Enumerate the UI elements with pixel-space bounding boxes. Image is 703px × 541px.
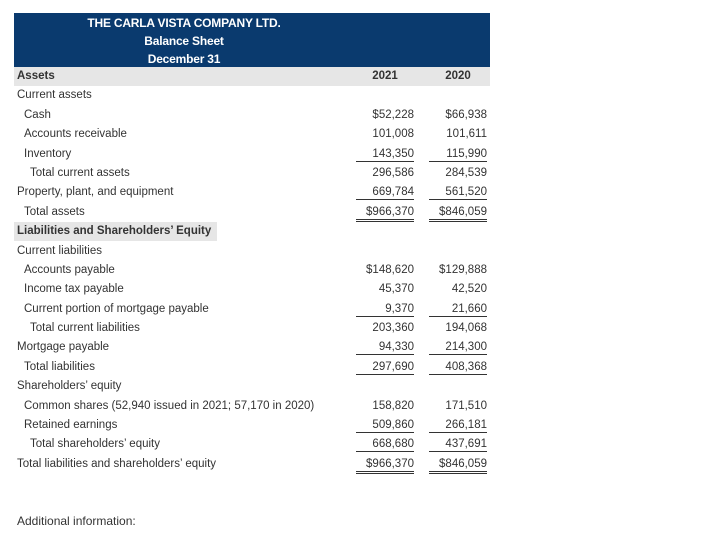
balance-sheet xyxy=(14,13,490,474)
value-2020: $846,059 xyxy=(429,206,487,222)
row-label: Total current liabilities xyxy=(30,322,140,335)
sheet-header xyxy=(14,13,490,67)
value-2020: $129,888 xyxy=(439,263,487,276)
value-2021: 9,370 xyxy=(356,303,414,317)
table-row xyxy=(14,300,490,319)
table-row xyxy=(14,416,490,435)
row-label: Cash xyxy=(24,108,51,121)
column-header-row xyxy=(14,67,490,86)
table-row xyxy=(14,455,490,474)
section-heading: Liabilities and Shareholders’ Equity xyxy=(14,222,217,241)
row-label: Current portion of mortgage payable xyxy=(24,302,209,315)
row-label: Total current assets xyxy=(30,166,130,179)
year-2020-heading: 2020 xyxy=(445,70,471,82)
assets-heading: Assets xyxy=(17,70,55,82)
value-2021: 668,680 xyxy=(356,438,414,452)
value-2021: 45,370 xyxy=(378,283,414,296)
value-2020: 21,660 xyxy=(429,303,487,317)
value-2020: 194,068 xyxy=(445,322,487,335)
row-label: Total liabilities and shareholders’ equity xyxy=(17,457,217,470)
year-2021-heading: 2021 xyxy=(372,70,398,82)
table-row xyxy=(14,164,490,183)
row-label: Common shares (52,940 issued in 2021; 57,170 in 2020) xyxy=(24,399,315,412)
row-label: Current assets xyxy=(17,89,92,102)
table-row xyxy=(14,261,490,280)
row-label: Total liabilities xyxy=(24,360,95,373)
table-row xyxy=(14,435,490,454)
table-row xyxy=(14,86,490,105)
value-2021: 101,008 xyxy=(372,128,414,141)
row-label: Income tax payable xyxy=(24,283,124,296)
value-2021: 296,586 xyxy=(372,166,414,179)
value-2020: 42,520 xyxy=(451,283,487,296)
table-row xyxy=(14,242,490,261)
value-2020: 101,611 xyxy=(446,128,487,141)
value-2021: 297,690 xyxy=(356,361,414,375)
table-row xyxy=(14,377,490,396)
value-2020: 214,300 xyxy=(429,341,487,355)
value-2021: 94,330 xyxy=(356,341,414,355)
table-row xyxy=(14,319,490,338)
table-row xyxy=(14,397,490,416)
table-row xyxy=(14,125,490,144)
statement-title: Balance Sheet xyxy=(144,34,224,48)
value-2020: 437,691 xyxy=(429,438,487,452)
company-name: THE CARLA VISTA COMPANY LTD. xyxy=(87,16,281,30)
table-row xyxy=(14,183,490,202)
row-label: Property, plant, and equipment xyxy=(17,186,174,199)
row-label: Current liabilities xyxy=(17,244,103,257)
value-2021: 143,350 xyxy=(356,148,414,162)
value-2020: 284,539 xyxy=(445,166,487,179)
value-2021: $966,370 xyxy=(356,206,414,222)
row-label: Total shareholders’ equity xyxy=(30,438,160,451)
value-2021: 509,860 xyxy=(356,419,414,433)
row-label: Shareholders’ equity xyxy=(17,380,122,393)
row-label: Mortgage payable xyxy=(17,341,110,354)
table-row xyxy=(14,222,490,241)
additional-information-label: Additional information: xyxy=(17,514,136,528)
statement-date: December 31 xyxy=(147,52,221,66)
value-2021: 203,360 xyxy=(372,322,414,335)
value-2020: 171,510 xyxy=(445,399,487,412)
value-2021: 158,820 xyxy=(372,399,414,412)
table-row xyxy=(14,106,490,125)
row-label: Accounts payable xyxy=(24,263,115,276)
row-label: Accounts receivable xyxy=(24,128,127,141)
value-2020: 266,181 xyxy=(429,419,487,433)
value-2020: $846,059 xyxy=(429,458,487,474)
table-row xyxy=(14,203,490,222)
value-2020: 561,520 xyxy=(429,186,487,200)
table-row xyxy=(14,358,490,377)
table-row xyxy=(14,145,490,164)
value-2020: 408,368 xyxy=(429,361,487,375)
row-label: Inventory xyxy=(24,147,72,160)
value-2021: $52,228 xyxy=(372,108,414,121)
value-2021: $148,620 xyxy=(366,263,414,276)
value-2021: $966,370 xyxy=(356,458,414,474)
value-2021: 669,784 xyxy=(356,186,414,200)
row-label: Total assets xyxy=(24,205,85,218)
value-2020: 115,990 xyxy=(429,148,487,162)
value-2020: $66,938 xyxy=(445,108,487,121)
table-row xyxy=(14,338,490,357)
table-row xyxy=(14,280,490,299)
row-label: Retained earnings xyxy=(24,419,118,432)
